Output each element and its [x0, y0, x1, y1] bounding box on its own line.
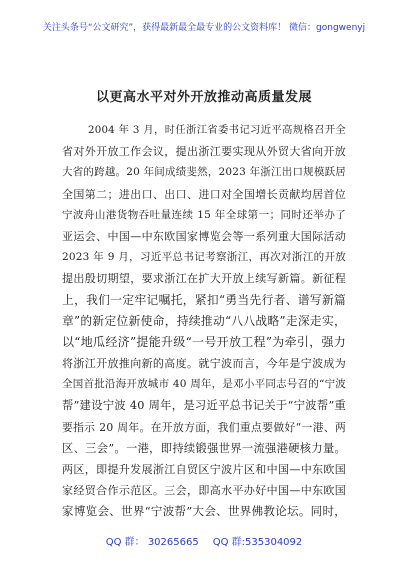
body-line: 家经贸合作示范区。三会，即高水平办好中国—中东欧国: [62, 484, 346, 498]
body-line: 要指示 20 周年。在开放方面，我们重点要做好“一港、两: [62, 420, 346, 434]
footer-qq-group-2: QQ 群:535304092: [212, 537, 303, 548]
body-line: 以“地瓜经济”提能升级“一号开放工程”为牵引，强力: [62, 334, 346, 349]
body-line: 章”的新定位新使命，持续推动“八八战略”走深走实，: [62, 313, 346, 328]
footer-qq-group-1: QQ 群： 30265665: [105, 537, 199, 548]
body-line: 宁波舟山港货物吞吐量连续 15 年全球第一；同时还举办了: [62, 208, 346, 221]
footer-qq-groups: [0, 533, 408, 548]
body-line: 上，我们一定牢记嘱托，紧扣“勇当先行者、谱写新篇: [62, 292, 346, 307]
body-line: 2023 年 9 月，习近平总书记考察浙江，再次对浙江的开放: [62, 251, 346, 264]
body-line: 大省的跨越。20 年间成绩斐然，2023 年浙江出口规模跃居: [62, 166, 346, 179]
body-line: 区、三会”。一港，即持续锻强世界一流强港硬核力量。: [62, 441, 346, 455]
body-line: 提出殷切期望，要求浙江在扩大开放上续写新篇。新征程: [62, 272, 346, 286]
document-title: 以更高水平对外开放推动高质量发展: [95, 90, 312, 105]
body-line: 两区，即提升发展浙江自贸区宁波片区和中国—中东欧国: [62, 463, 346, 476]
body-line: 全国第二；进出口、出口、进口对全国增长贡献均居首位: [62, 187, 346, 201]
document-body: [62, 120, 346, 523]
body-line: 将浙江开放推向新的高度。就宁波而言，今年是宁波成为: [62, 357, 346, 371]
body-line: 家博览会、世界“宁波帮”大会、世界佛教论坛。同时，: [62, 504, 346, 519]
body-line: 省对外开放工作会议，提出浙江要实现从外贸大省向开放: [62, 145, 346, 159]
body-line: 亚运会、中国—中东欧国家博览会等一系列重大国际活动: [62, 229, 346, 243]
body-line: 全国首批沿海开放城市 40 周年，是邓小平同志号召的“宁波: [62, 378, 346, 391]
body-line: 帮”建设宁波 40 周年，是习近平总书记关于“宁波帮”重: [62, 399, 346, 413]
header-promo-note: 关注头条号“公文研究”，获得最新最全最专业的公文资料库！ 微信：gongwenyj: [42, 23, 366, 33]
body-line: 2004 年 3 月，时任浙江省委书记习近平高规格召开全: [88, 124, 346, 136]
